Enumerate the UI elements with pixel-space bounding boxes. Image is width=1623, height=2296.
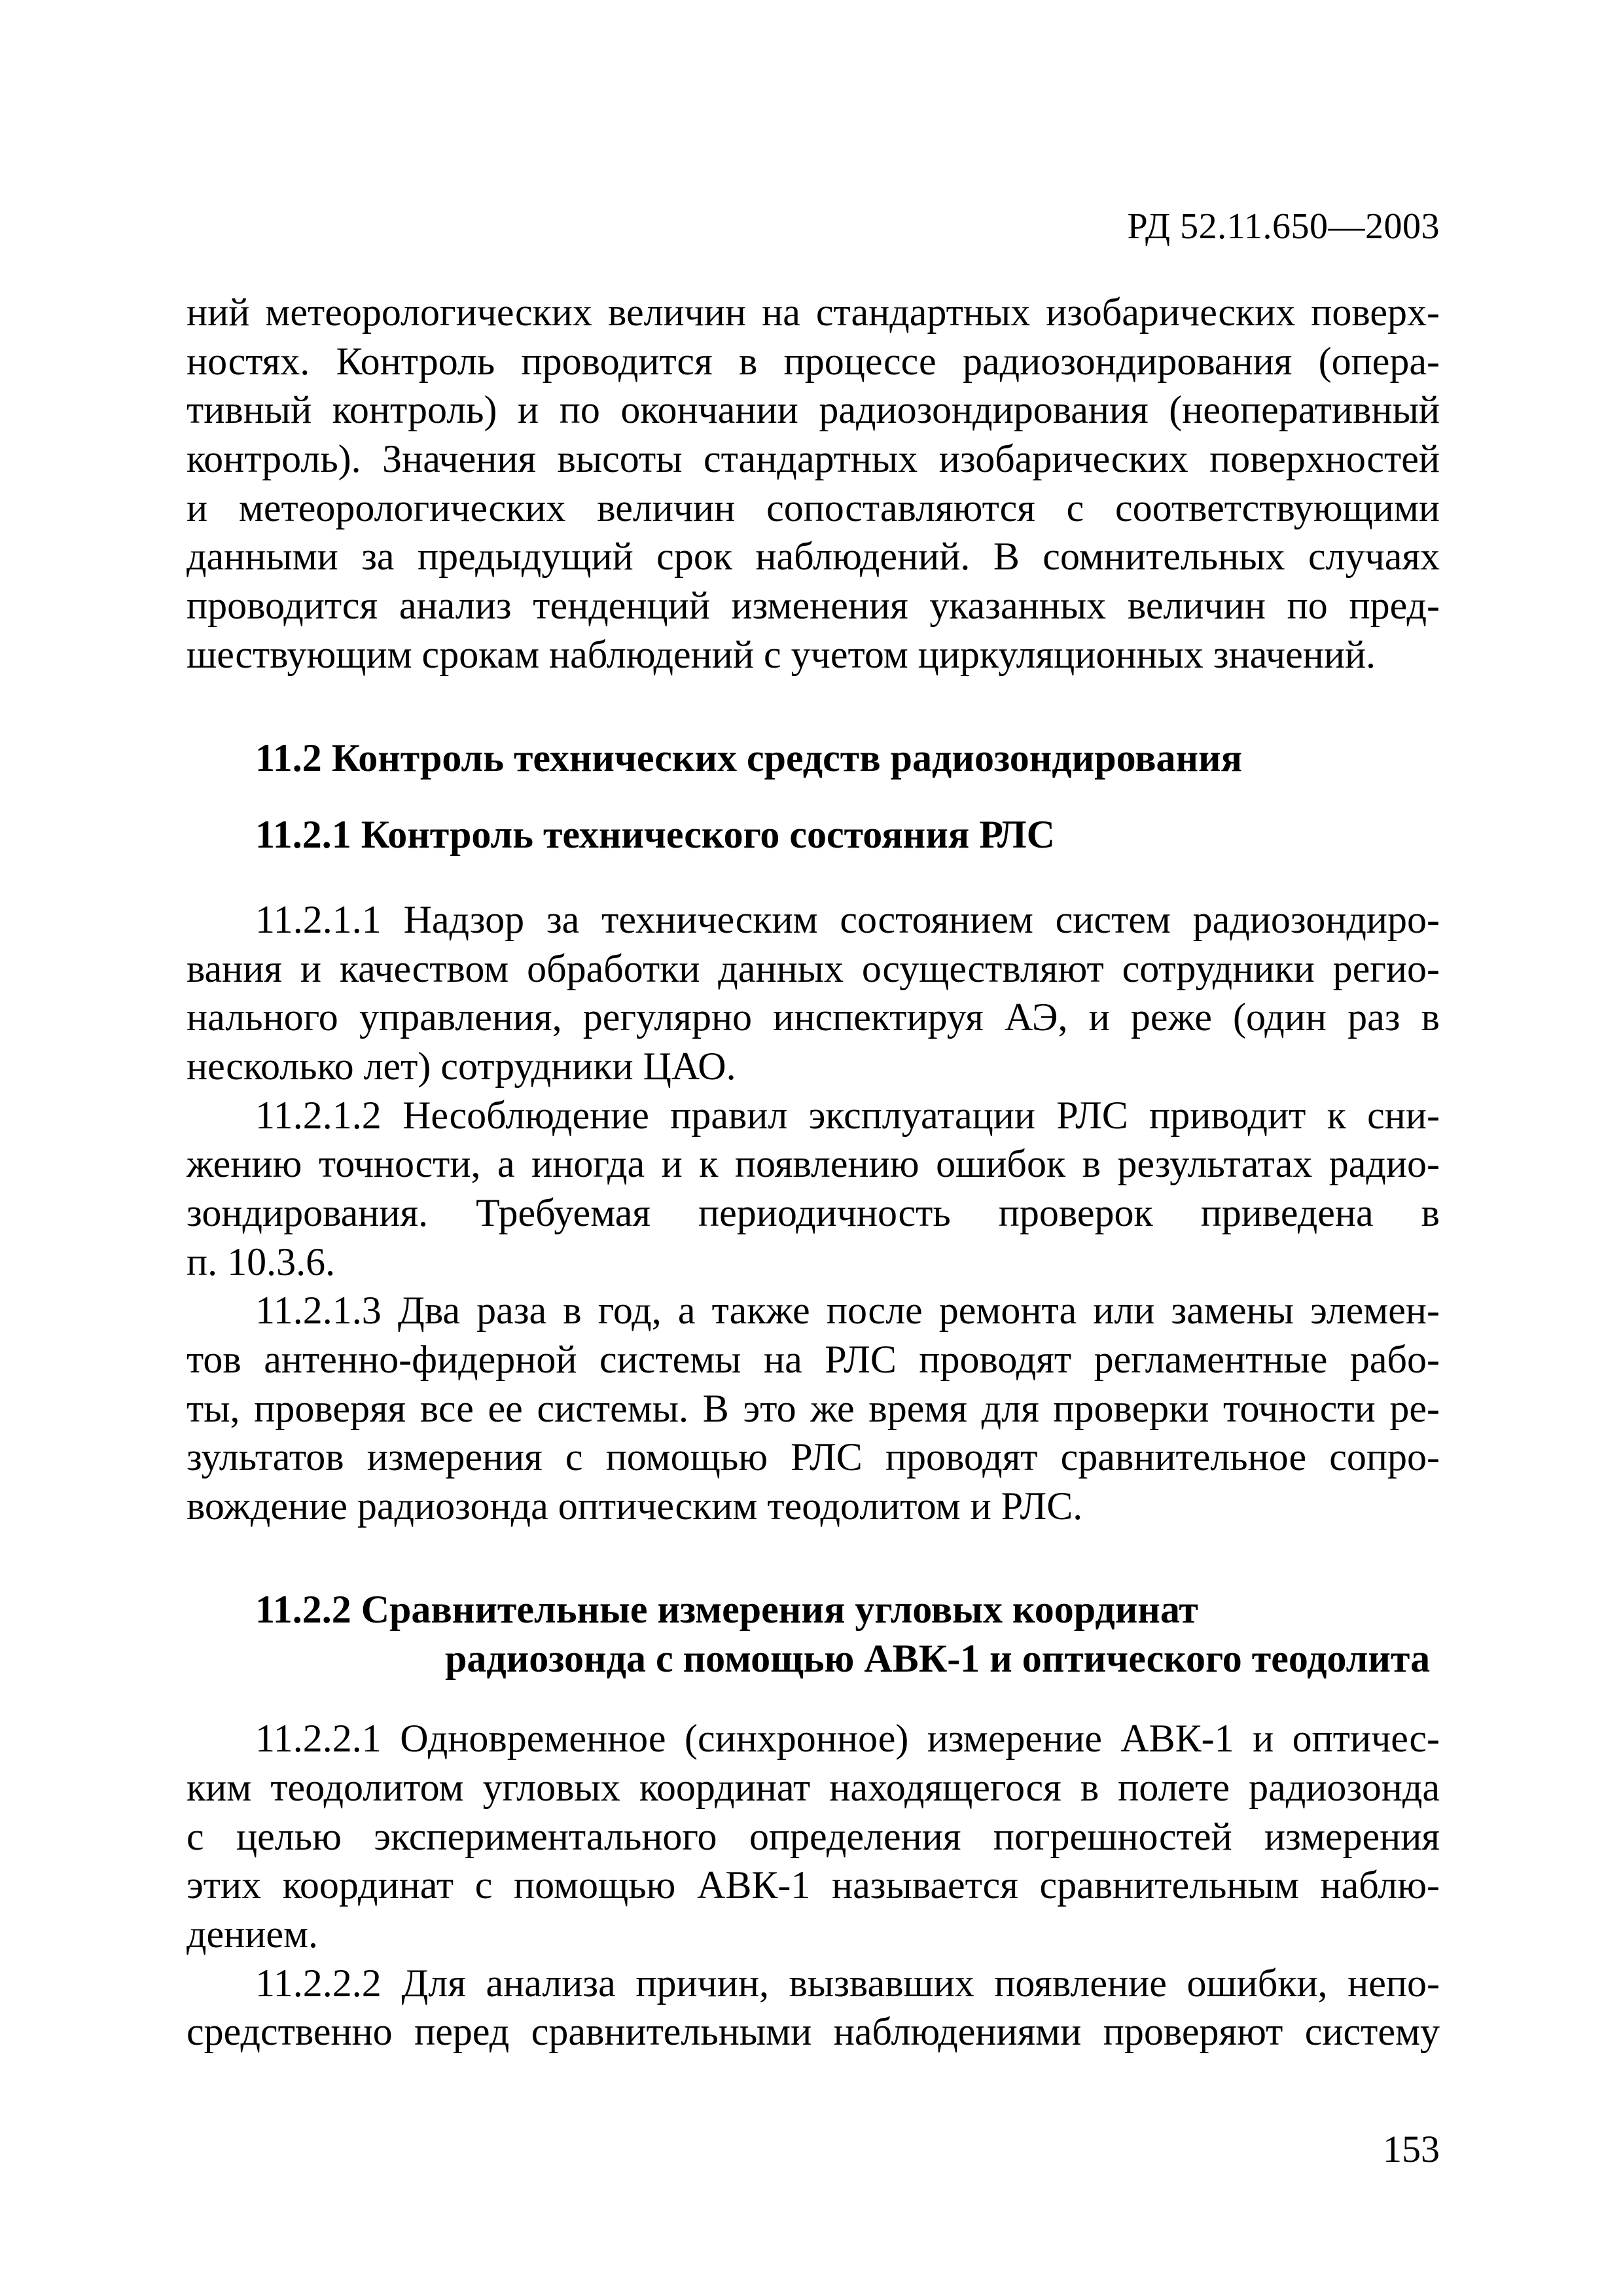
text-line: 11.2.1.1 Надзор за техническим состоянием систем радиозондиро-: [255, 897, 1440, 941]
intro-paragraph: [187, 288, 1440, 679]
paragraph-11-2-2-2: [187, 1959, 1440, 2056]
text-line: вождение радиозонда оптическим теодолитом и РЛС.: [187, 1484, 1083, 1528]
text-line: зондирования. Требуемая периодичность проверок приведена в: [187, 1191, 1440, 1234]
text-line: ким теодолитом угловых координат находящегося в полете радиозонда: [187, 1765, 1440, 1809]
paragraph-11-2-1-3: [187, 1286, 1440, 1530]
text-line: 11.2.2.1 Одновременное (синхронное) измерение АВК-1 и оптичес-: [255, 1717, 1440, 1761]
page-content: [187, 288, 1440, 2056]
text-line: жению точности, а иногда и к появлению ошибок в результатах радио-: [187, 1142, 1440, 1186]
text-line: средственно перед сравнительными наблюдениями проверяют систему: [187, 2010, 1440, 2054]
heading-text: 11.2 Контроль технических средств радиозондирования: [255, 736, 1243, 780]
text-line: тивный контроль) и по окончании радиозондирования (неоперативный: [187, 388, 1440, 432]
text-line: ты, проверяя все ее системы. В это же время для проверки точности ре-: [187, 1386, 1440, 1430]
text-line: этих координат с помощью АВК-1 называется сравнительным наблю-: [187, 1863, 1440, 1907]
paragraph-11-2-1-2: [187, 1091, 1440, 1287]
heading-text: 11.2.1 Контроль технического состояния РЛС: [255, 813, 1055, 857]
document-code-header: РД 52.11.650—2003: [1127, 206, 1440, 247]
text-line: 11.2.2.2 Для анализа причин, вызвавших появление ошибки, непо-: [255, 1961, 1440, 2005]
text-line: вания и качеством обработки данных осуществляют сотрудники регио-: [187, 946, 1440, 990]
heading-text: радиозонда с помощью АВК-1 и оптического теодолита: [445, 1636, 1431, 1680]
text-line: нального управления, регулярно инспектируя АЭ, и реже (один раз в: [187, 996, 1440, 1039]
text-line: зультатов измерения с помощью РЛС проводят сравнительное сопро-: [187, 1435, 1440, 1479]
text-line: ний метеорологических величин на стандартных изобарических поверх-: [187, 291, 1440, 334]
heading-text: 11.2.2 Сравнительные измерения угловых координат: [255, 1587, 1198, 1631]
text-line: с целью экспериментального определения погрешностей измерения: [187, 1814, 1440, 1858]
section-heading-11-2-1: [187, 810, 1440, 859]
text-line: п. 10.3.6.: [187, 1240, 336, 1283]
paragraph-11-2-2-1: [187, 1714, 1440, 1958]
text-line: проводится анализ тенденций изменения указанных величин по пред-: [187, 584, 1440, 628]
text-line: несколько лет) сотрудники ЦАО.: [187, 1044, 736, 1088]
text-line: контроль). Значения высоты стандартных изобарических поверхностей: [187, 437, 1440, 481]
section-heading-11-2-2: [187, 1585, 1440, 1683]
text-line: шествующим срокам наблюдений с учетом циркуляционных значений.: [187, 632, 1376, 676]
text-line: ностях. Контроль проводится в процессе радиозондирования (опера-: [187, 339, 1440, 383]
text-line: дением.: [187, 1912, 318, 1956]
text-line: 11.2.1.2 Несоблюдение правил эксплуатации РЛС приводит к сни-: [255, 1093, 1440, 1137]
section-heading-11-2: [187, 734, 1440, 783]
page-number: 153: [1383, 2128, 1440, 2170]
text-line: данными за предыдущий срок наблюдений. В сомнительных случаях: [187, 535, 1440, 579]
text-line: тов антенно-фидерной системы на РЛС проводят регламентные рабо-: [187, 1338, 1440, 1382]
text-line: и метеорологических величин сопоставляются с соответствующими: [187, 486, 1440, 529]
paragraph-11-2-1-1: [187, 895, 1440, 1091]
text-line: 11.2.1.3 Два раза в год, а также после ремонта или замены элемен-: [255, 1289, 1440, 1333]
